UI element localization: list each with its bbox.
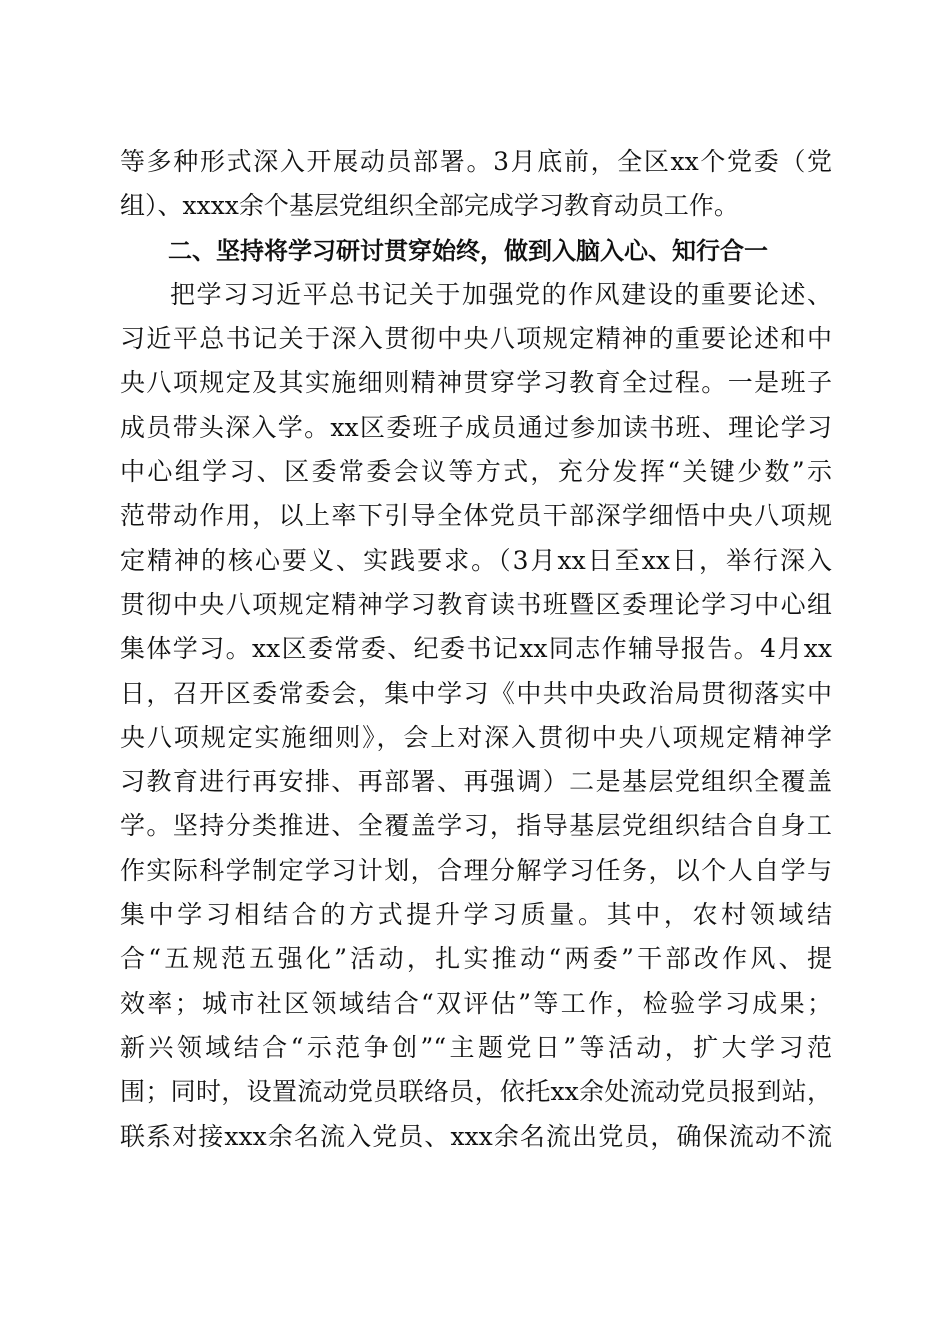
body-line: 联系对接xxx余名流入党员、xxx余名流出党员，确保流动不流 xyxy=(120,1121,832,1151)
body-line: 定精神的核心要义、实践要求。（3月xx日至xx日，举行深入 xyxy=(120,545,832,575)
body-line: 作实际科学制定学习计划，合理分解学习任务，以个人自学与 xyxy=(120,855,832,885)
body-line: 范带动作用，以上率下引导全体党员干部深学细悟中央八项规 xyxy=(120,501,832,531)
intro-line: 等多种形式深入开展动员部署。3月底前，全区xx个党委（党 xyxy=(120,147,832,176)
body-line: 习近平总书记关于深入贯彻中央八项规定精神的重要论述和中 xyxy=(120,324,832,354)
body-line: 成员带头深入学。xx区委班子成员通过参加读书班、理论学习 xyxy=(120,412,832,442)
intro-line: 组）、xxxx余个基层党组织全部完成学习教育动员工作。 xyxy=(120,191,739,221)
body-line: 效率；城市社区领域结合“双评估”等工作，检验学习成果； xyxy=(120,988,832,1018)
body-line: 合“五规范五强化”活动，扎实推动“两委”干部改作风、提 xyxy=(120,944,832,974)
body-line: 央八项规定及其实施细则精神贯穿学习教育全过程。一是班子 xyxy=(120,368,832,398)
body-line: 日，召开区委常委会，集中学习《中共中央政治局贯彻落实中 xyxy=(120,678,832,708)
body-line: 集中学习相结合的方式提升学习质量。其中，农村领域结 xyxy=(120,900,832,930)
body-line: 贯彻中央八项规定精神学习教育读书班暨区委理论学习中心组 xyxy=(120,589,832,619)
section-heading: 二、坚持将学习研讨贯穿始终，做到入脑入心、知行合一 xyxy=(168,236,768,265)
body-line: 中心组学习、区委常委会议等方式，充分发挥“关键少数”示 xyxy=(120,457,832,487)
body-line: 央八项规定实施细则》，会上对深入贯彻中央八项规定精神学 xyxy=(120,722,832,752)
body-line: 新兴领域结合“示范争创”“主题党日”等活动，扩大学习范 xyxy=(120,1032,832,1062)
body-line: 学。坚持分类推进、全覆盖学习，指导基层党组织结合自身工 xyxy=(120,811,832,841)
document-body xyxy=(120,140,832,1159)
body-line: 把学习习近平总书记关于加强党的作风建设的重要论述、 xyxy=(170,279,832,309)
body-line: 集体学习。xx区委常委、纪委书记xx同志作辅导报告。4月xx xyxy=(120,634,832,664)
body-line: 围；同时，设置流动党员联络员，依托xx余处流动党员报到站， xyxy=(120,1077,832,1107)
body-line: 习教育进行再安排、再部署、再强调）二是基层党组织全覆盖 xyxy=(120,767,832,797)
